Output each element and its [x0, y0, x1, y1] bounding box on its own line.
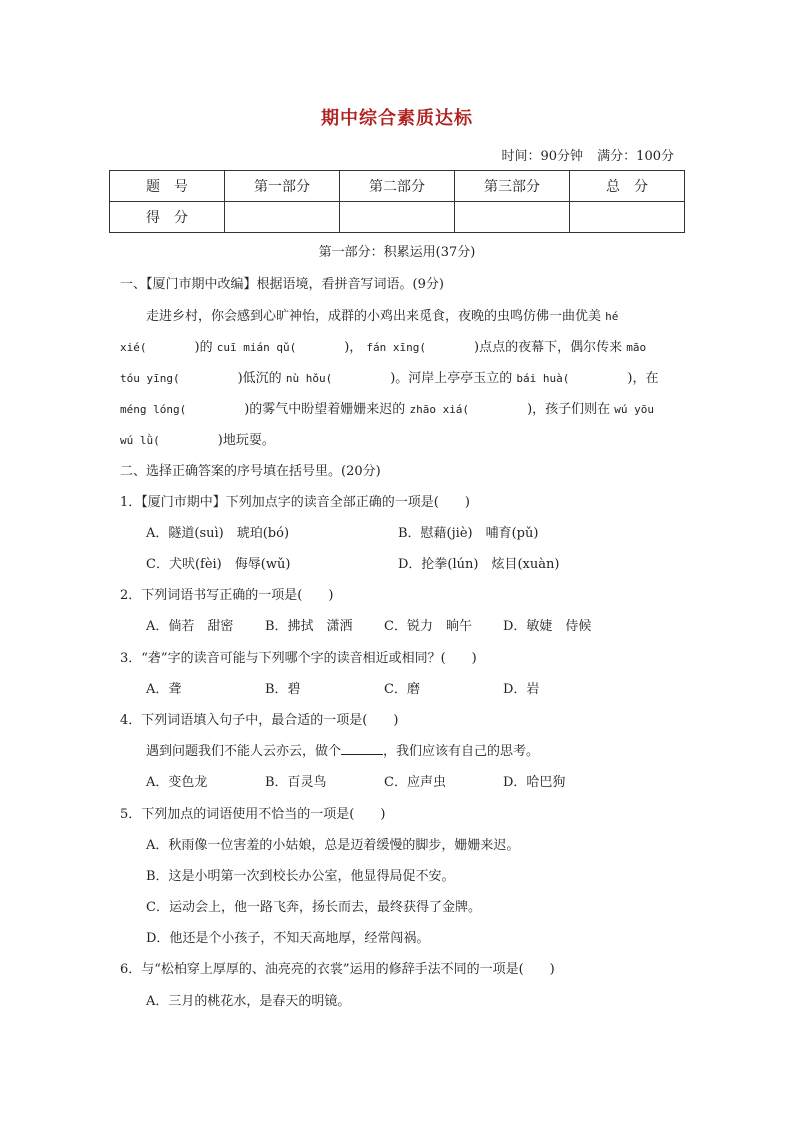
time-limit: 时间：90分钟: [501, 149, 584, 164]
pinyin: cuī mián qǔ(: [216, 341, 297, 354]
pinyin: fán xīng(: [366, 341, 427, 354]
option-a[interactable]: A．秋雨像一位害羞的小姑娘，总是迈着缓慢的脚步，姗姗来迟。: [146, 838, 520, 853]
option-d[interactable]: D．他还是个小孩子，不知天高地厚，经常闯祸。: [146, 931, 430, 946]
score-table: [109, 170, 685, 233]
q1-passage-line-1: [146, 305, 618, 324]
q2-item-3-options: [146, 678, 539, 697]
option-d[interactable]: D．抡拳(lún) 炫目(xuàn): [398, 557, 560, 572]
option-a[interactable]: A．隧道(suì) 琥珀(bó): [146, 526, 290, 541]
passage-text: )，在: [627, 371, 659, 386]
pinyin: wú yōu: [614, 403, 655, 416]
passage-text: )低沉的: [237, 371, 282, 386]
q2-item-2-options: [146, 615, 591, 634]
q2-item-5: 5．下列加点的词语使用不恰当的一项是( ): [120, 807, 386, 822]
option-c[interactable]: C．锐力 晌午: [384, 619, 472, 634]
option-b[interactable]: B．碧: [265, 682, 301, 697]
option-a[interactable]: A．变色龙: [146, 775, 208, 790]
passage-text: )，: [344, 340, 363, 355]
header-cell: 题 号: [110, 171, 225, 202]
full-score: 满分：100分: [597, 149, 674, 164]
passage-text: )点点的夜幕下，偶尔传来: [474, 340, 623, 355]
score-cell-part3[interactable]: [455, 202, 570, 233]
passage-text: 走进乡村，你会感到心旷神怡，成群的小鸡出来觅食，夜晚的虫鸣仿佛一曲优美: [146, 309, 602, 324]
q1-passage-line-5: [120, 429, 275, 448]
pinyin: hé: [605, 310, 619, 323]
q2-item-1-options-row-1: [146, 522, 538, 541]
q1-passage-line-2: [120, 336, 646, 355]
pinyin: bái huà(: [516, 372, 570, 385]
pinyin: wú lǜ(: [120, 434, 160, 447]
q2-item-3: 3．“砻”字的读音可能与下列哪个字的读音相近或相同？( ): [120, 651, 477, 666]
passage-text: )的雾气中盼望着姗姗来迟的: [244, 402, 406, 417]
pinyin: xié(: [120, 341, 147, 354]
time-info: [491, 145, 674, 164]
q1-heading: 一、【厦门市期中改编】根据语境，看拼音写词语。(9分): [120, 277, 444, 292]
q2-item-2: 2．下列词语书写正确的一项是( ): [120, 588, 334, 603]
passage-text: )的: [194, 340, 213, 355]
option-d[interactable]: D．敏婕 侍候: [503, 619, 592, 634]
header-cell: 第二部分: [340, 171, 455, 202]
option-d[interactable]: D．岩: [503, 682, 540, 697]
part1-title: 第一部分：积累运用(37分): [318, 245, 476, 260]
fill-blank-line[interactable]: [341, 742, 383, 755]
score-table-header-row: [110, 171, 685, 202]
score-cell-part1[interactable]: [225, 202, 340, 233]
passage-text: )地玩耍。: [217, 433, 275, 448]
pinyin: nù hǒu(: [285, 372, 333, 385]
option-c[interactable]: C．运动会上，他一路飞奔，扬长而去，最终获得了金牌。: [146, 900, 481, 915]
q2-item-1: 1．【厦门市期中】下列加点字的读音全部正确的一项是( ): [120, 495, 470, 510]
header-cell: 第三部分: [455, 171, 570, 202]
pinyin: māo: [626, 341, 647, 354]
q2-item-4-context: [146, 740, 539, 759]
q2-item-4: 4．下列词语填入句子中，最合适的一项是( ): [120, 713, 399, 728]
passage-text: )，孩子们则在: [527, 402, 611, 417]
pinyin: tóu yīng(: [120, 372, 180, 385]
score-table-score-row: [110, 202, 685, 233]
option-c[interactable]: C．应声虫: [384, 775, 446, 790]
pinyin: méng lóng(: [120, 403, 187, 416]
page-title: 期中综合素质达标: [321, 108, 473, 129]
option-a[interactable]: A．三月的桃花水，是春天的明镜。: [146, 994, 351, 1009]
option-b[interactable]: B．拂拭 潇洒: [265, 619, 353, 634]
option-a[interactable]: A．倘若 甜密: [146, 619, 234, 634]
q2-item-1-options-row-2: [146, 553, 559, 572]
option-d[interactable]: D．哈巴狗: [503, 775, 566, 790]
option-a[interactable]: A．聋: [146, 682, 182, 697]
context-text: ，我们应该有自己的思考。: [383, 744, 540, 759]
q2-heading: 二、选择正确答案的序号填在括号里。(20分): [120, 464, 381, 479]
passage-text: )。河岸上亭亭玉立的: [390, 371, 513, 386]
q1-passage-line-3: [120, 367, 658, 386]
option-c[interactable]: C．磨: [384, 682, 420, 697]
option-b[interactable]: B．慰藉(jiè) 哺育(pǔ): [398, 526, 539, 541]
q1-passage-line-4: [120, 398, 654, 417]
pinyin: zhāo xiá(: [409, 403, 470, 416]
score-label-cell: 得 分: [110, 202, 225, 233]
score-cell-total[interactable]: [570, 202, 685, 233]
q2-item-6: 6．与“松柏穿上厚厚的、油亮亮的衣裳”运用的修辞手法不同的一项是( ): [120, 962, 555, 977]
option-c[interactable]: C．犬吠(fèi) 侮辱(wǔ): [146, 557, 291, 572]
score-cell-part2[interactable]: [340, 202, 455, 233]
header-cell: 第一部分: [225, 171, 340, 202]
q2-item-4-options: [146, 771, 565, 790]
header-cell: 总 分: [570, 171, 685, 202]
option-b[interactable]: B．这是小明第一次到校长办公室，他显得局促不安。: [146, 869, 455, 884]
option-b[interactable]: B．百灵鸟: [265, 775, 327, 790]
context-text: 遇到问题我们不能人云亦云，做个: [146, 744, 342, 759]
